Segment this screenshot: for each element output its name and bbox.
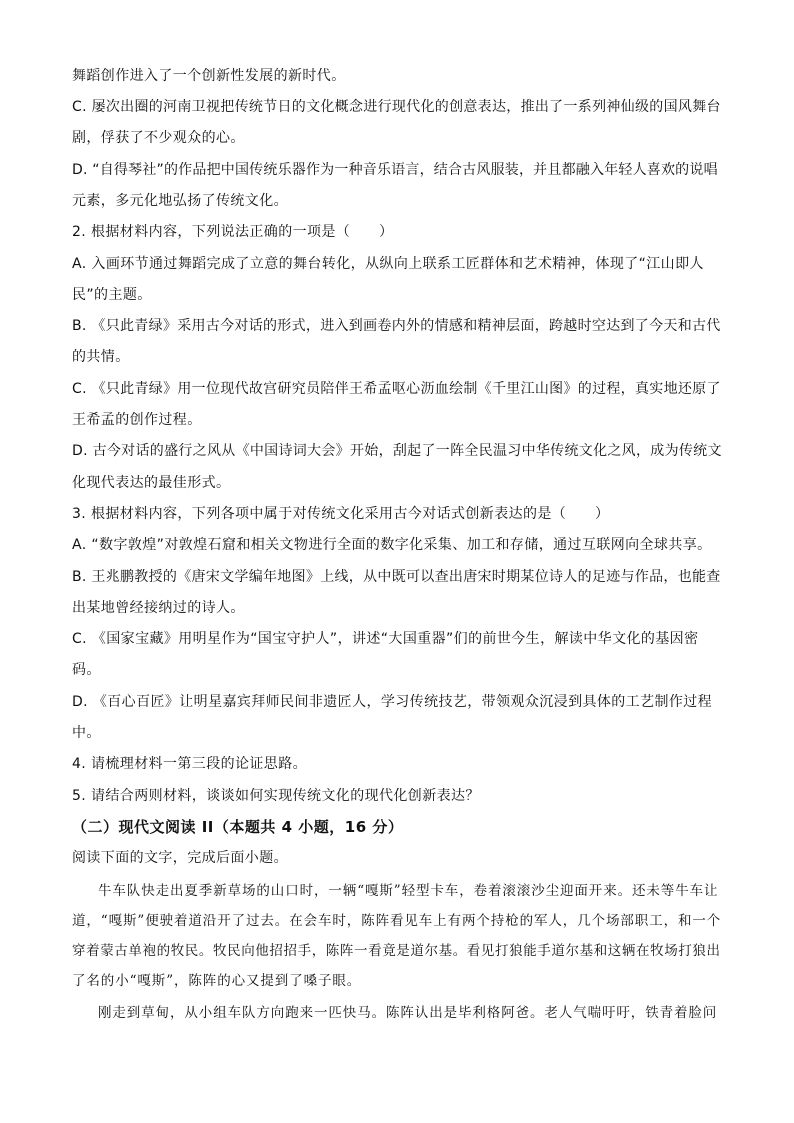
q3-option-a: A. “数字敦煌”对敦煌石窟和相关文物进行全面的数字化采集、加工和存储，通过互联网向全球共享。 [72, 537, 712, 553]
q3-option-d-line-2: 中。 [72, 725, 101, 741]
text-line: 舞蹈创作进入了一个创新性发展的新时代。 [72, 68, 346, 84]
section-heading: （二）现代文阅读 II（本题共 4 小题，16 分） [72, 818, 404, 836]
question-5: 5. 请结合两则材料，谈谈如何实现传统文化的现代化创新表达？ [72, 788, 480, 804]
q3-option-d-line-1: D. 《百心百匠》让明星嘉宾拜师民间非遗匠人，学习传统技艺，带领观众沉浸到具体的工艺制作过程 [72, 694, 713, 710]
passage-line: 穿着蒙古单袍的牧民。牧民向他招招手，陈阵一看竟是道尔基。看见打狼能手道尔基和这辆在牧场打狼出 [72, 943, 721, 959]
instruction: 阅读下面的文字，完成后面小题。 [72, 850, 288, 866]
question-3: 3. 根据材料内容，下列各项中属于对传统文化采用古今对话式创新表达的是（ ） [72, 506, 610, 522]
passage-line: 道，“嘎斯”便驶着道沿开了过去。在会车时，陈阵看见车上有两个持枪的军人，几个场部职工，和一个 [72, 913, 722, 929]
option-c-line-1: C. 屡次出圈的河南卫视把传统节日的文化概念进行现代化的创意表达，推出了一系列神仙级的国风舞台 [72, 99, 721, 115]
option-d-line-2: 元素，多元化地弘扬了传统文化。 [72, 193, 288, 209]
q2-option-d-line-1: D. 古今对话的盛行之风从《中国诗词大会》开始，刮起了一阵全民温习中华传统文化之风，成为传统文 [72, 443, 722, 459]
q2-option-a-line-2: 民”的主题。 [72, 287, 152, 303]
passage-line: 刚走到草甸，从小组车队方向跑来一匹快马。陈阵认出是毕利格阿爸。老人气喘吁吁，铁青着脸问 [98, 1005, 718, 1021]
q3-option-c-line-2: 码。 [72, 662, 101, 678]
q3-option-c-line-1: C. 《国家宝藏》用明星作为“国宝守护人”，讲述“大国重器”们的前世今生，解读中华文化的基因密 [72, 631, 699, 647]
question-2: 2. 根据材料内容，下列说法正确的一项是（ ） [72, 224, 394, 240]
passage-line: 牛车队快走出夏季新草场的山口时，一辆“嘎斯”轻型卡车，卷着滚滚沙尘迎面开来。还未等牛车让 [98, 883, 719, 899]
passage-line: 了名的小“嘎斯”，陈阵的心又提到了嗓子眼。 [72, 973, 362, 989]
q3-option-b-line-2: 出某地曾经接纳过的诗人。 [72, 600, 245, 616]
q2-option-c-line-2: 王希孟的创作过程。 [72, 412, 202, 428]
question-4: 4. 请梳理材料一第三段的论证思路。 [72, 756, 308, 772]
q2-option-b-line-1: B. 《只此青绿》采用古今对话的形式，进入到画卷内外的情感和精神层面，跨越时空达到了今天和古代 [72, 318, 721, 334]
q2-option-d-line-2: 化现代表达的最佳形式。 [72, 475, 231, 491]
q2-option-a-line-1: A. 入画环节通过舞蹈完成了立意的舞台转化，从纵向上联系工匠群体和艺术精神，体现了“江山即人 [72, 256, 704, 272]
q2-option-c-line-1: C. 《只此青绿》用一位现代故宫研究员陪伴王希孟呕心沥血绘制《千里江山图》的过程，真实地还原了 [72, 381, 721, 397]
q2-option-b-line-2: 的共情。 [72, 349, 130, 365]
q3-option-b-line-1: B. 王兆鹏教授的《唐宋文学编年地图》上线，从中既可以查出唐宋时期某位诗人的足迹与作品，也能查 [72, 569, 721, 585]
option-d-line-1: D. “自得琴社”的作品把中国传统乐器作为一种音乐语言，结合古风服装，并且都融入年轻人喜欢的说唱 [72, 162, 718, 178]
option-c-line-2: 剧，俘获了不少观众的心。 [72, 130, 245, 146]
